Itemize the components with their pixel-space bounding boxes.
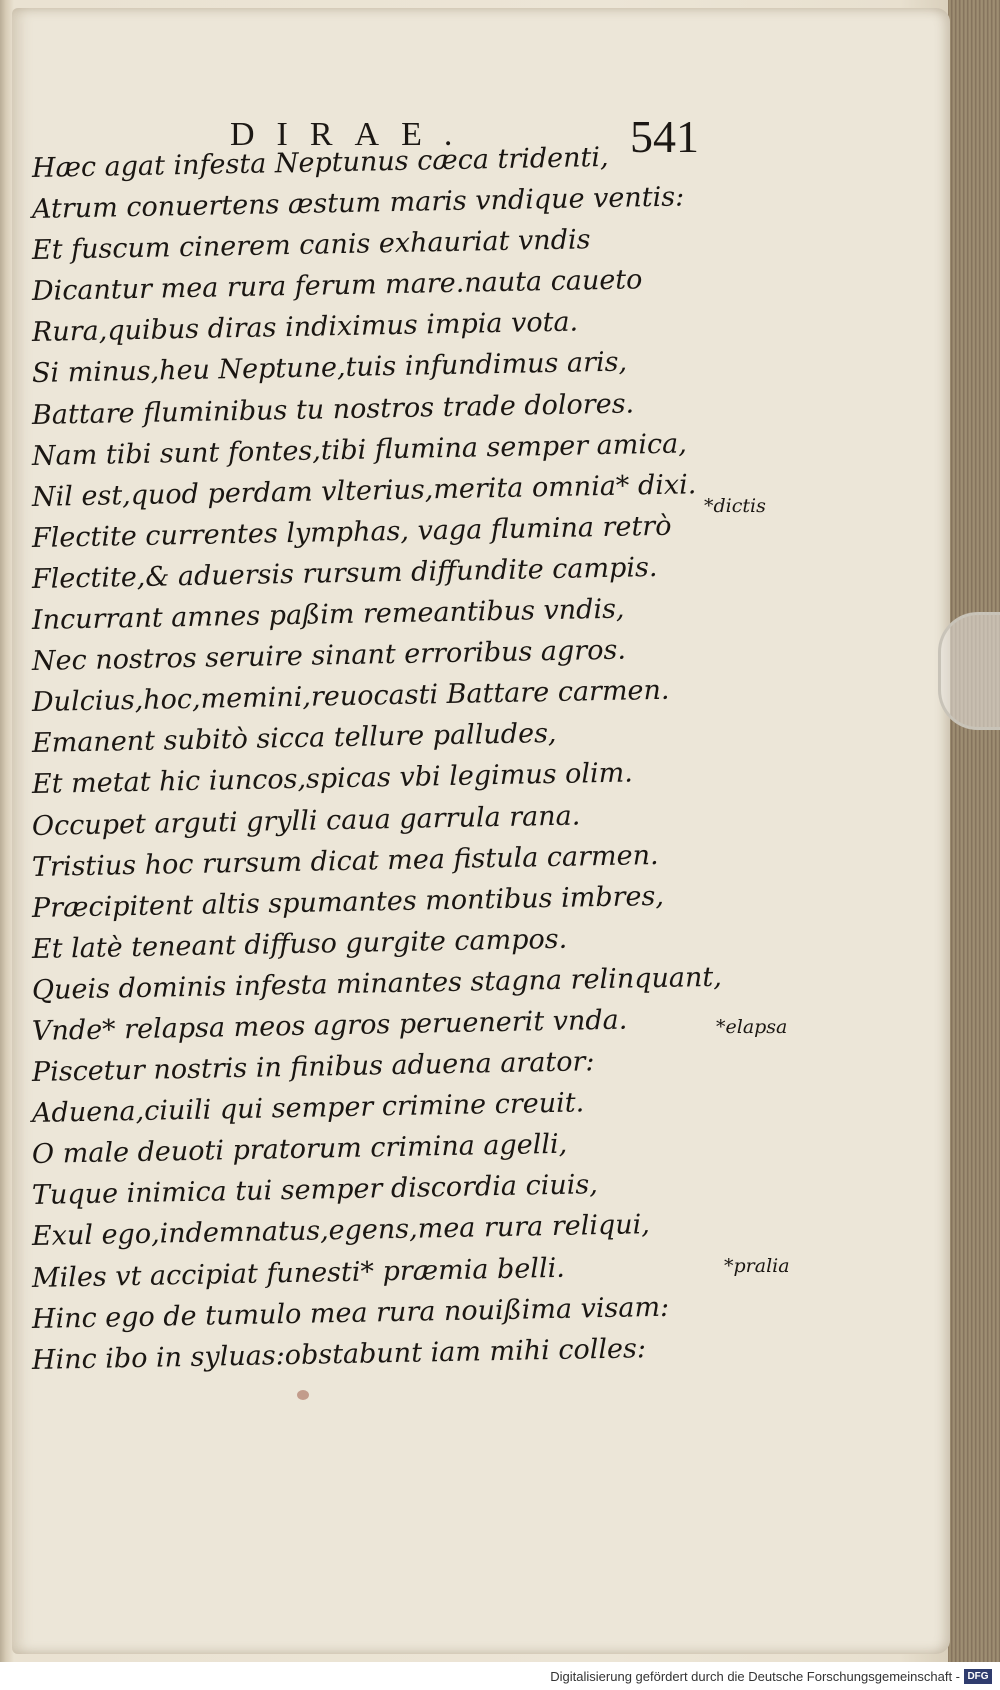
verse-line: Vnde* relapsa meos agros peruenerit vnda. (31, 1004, 628, 1047)
digitization-footer (0, 1664, 1000, 1690)
verse-line: Tuque inimica tui semper discordia ciuis, (31, 1169, 599, 1212)
verse-line: Nam tibi sunt fontes,tibi flumina semper amica, (31, 428, 688, 472)
verse-line: Hinc ibo in syluas:obstabunt iam mihi colles: (31, 1332, 647, 1376)
page-number: 541 (630, 111, 699, 162)
verse-line: Et metat hic iuncos,spicas vbi legimus olim. (31, 757, 634, 801)
running-head: DIRAE. (230, 116, 475, 153)
verse-line: O male deuoti pratorum crimina agelli, (31, 1128, 568, 1171)
verse-line: Incurrant amnes paßim remeantibus vndis, (31, 593, 625, 637)
verse-line: Tristius hoc rursum dicat mea fistula carmen. (31, 839, 659, 883)
verse-line: Nec nostros seruire sinant erroribus agros. (31, 634, 627, 678)
verse-line: Hinc ego de tumulo mea rura nouißima visam: (31, 1291, 670, 1335)
page-clip (938, 612, 1000, 730)
verse-line: Nil est,quod perdam vlterius,merita omnia* dixi. (31, 468, 697, 513)
verse-line: Et fuscum cinerem canis exhauriat vndis (31, 224, 591, 267)
verse-line: Miles vt accipiat funesti* præmia belli. (31, 1252, 566, 1294)
verse-line: Aduena,ciuili qui semper crimine creuit. (31, 1087, 585, 1130)
verse-line: Si minus,heu Neptune,tuis infundimus aris, (31, 347, 628, 390)
dfg-logo: DFG (964, 1669, 992, 1684)
verse-block (31, 141, 723, 1381)
verse-line: Piscetur nostris in finibus aduena arator: (31, 1046, 595, 1089)
verse-line: Emanent subitò sicca tellure palludes, (31, 718, 557, 760)
footer-credit: Digitalisierung gefördert durch die Deutsche Forschungsgemeinschaft - (550, 1669, 960, 1684)
verse-line: Flectite,& aduersis rursum diffundite campis. (31, 551, 658, 595)
verse-line: Atrum conuertens æstum maris vndique ventis: (31, 181, 685, 226)
verse-line: Dicantur mea rura ferum mare.nauta caueto (31, 264, 643, 308)
verse-line: Queis dominis infesta minantes stagna relinquant, (31, 961, 723, 1006)
margin-note-pralia: *pralia (724, 1255, 790, 1277)
verse-line: Exul ego,indemnatus,egens,mea rura reliqui, (31, 1209, 651, 1253)
verse-line: Præcipitent altis spumantes montibus imbres, (31, 880, 665, 924)
verse-line: Dulcius,hoc,memini,reuocasti Battare carmen. (31, 674, 670, 719)
margin-note-dictis: *dictis (704, 495, 766, 517)
verse-line: Rura,quibus diras indiximus impia vota. (31, 306, 579, 349)
margin-note-elapsa: *elapsa (716, 1016, 788, 1038)
verse-line: Flectite currentes lymphas, vaga flumina retrò (31, 510, 672, 554)
verse-line: Hæc agat infesta Neptunus cæca tridenti, (31, 141, 609, 184)
book-page-edges (948, 0, 1000, 1662)
book-page (12, 8, 950, 1654)
verse-line: Occupet arguti grylli caua garrula rana. (31, 799, 581, 842)
ink-stain (297, 1390, 309, 1400)
verse-line: Et latè teneant diffuso gurgite campos. (31, 923, 568, 965)
verse-line: Battare fluminibus tu nostros trade dolores. (31, 388, 635, 431)
